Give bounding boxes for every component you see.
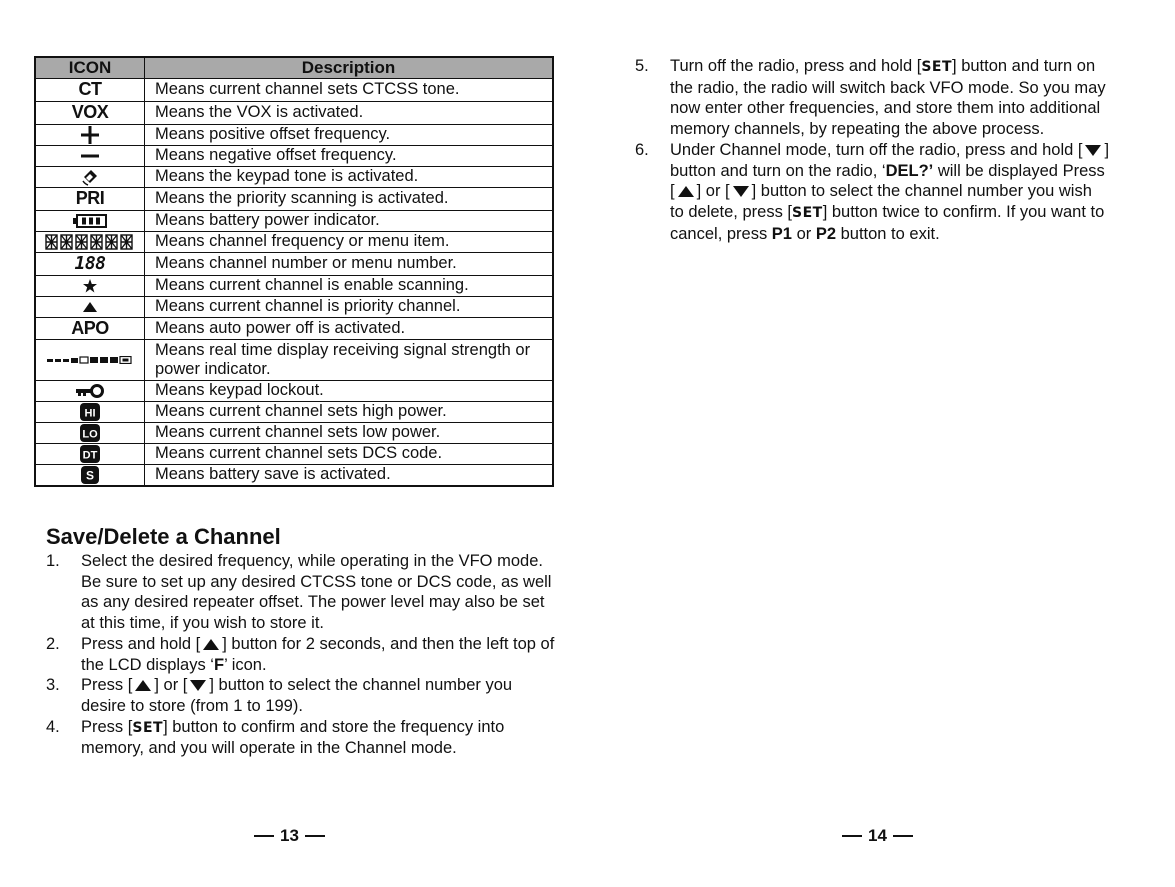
table-row — [35, 317, 553, 340]
list-item: 4. Press [SET] button to confirm and store the frequency into memory, and you will operate in the Channel mode. — [46, 717, 505, 758]
row-description: Means the priority scanning is activated. — [145, 187, 554, 210]
segment-display-icon — [35, 231, 145, 252]
table-header-row — [35, 57, 553, 79]
down-arrow-icon — [190, 680, 206, 691]
row-description: Means current channel sets low power. — [145, 423, 554, 444]
plus-icon — [35, 124, 145, 145]
low-power-icon — [35, 423, 145, 444]
svg-text:LO: LO — [82, 428, 98, 441]
table-row — [35, 465, 553, 487]
table-row — [35, 381, 553, 402]
row-description: Means battery save is activated. — [145, 465, 554, 487]
description-column-header: Description — [145, 57, 554, 79]
table-row — [35, 145, 553, 166]
table-row — [35, 423, 553, 444]
list-item: 3. Press [ ] or [ ] button to select the channel number you desire to store (from 1 to 199). — [46, 676, 513, 715]
row-description: Means keypad lockout. — [145, 381, 554, 402]
set-key-label: SET — [792, 204, 823, 221]
row-description: Means auto power off is activated. — [145, 317, 554, 340]
battery-icon — [35, 210, 145, 231]
list-item: 2. Press and hold [ ] button for 2 seconds, and then the left top of the LCD displays ‘F’ icon. — [46, 634, 555, 674]
minus-icon — [35, 145, 145, 166]
up-arrow-icon — [203, 639, 219, 650]
dcs-icon — [35, 444, 145, 465]
section-title: Save/Delete a Channel — [46, 524, 281, 549]
channel-number-icon: 188 — [35, 252, 145, 275]
table-row — [35, 79, 553, 102]
row-description: Means battery power indicator. — [145, 210, 554, 231]
table-row — [35, 166, 553, 187]
battery-save-icon — [35, 465, 145, 487]
row-description: Means current channel sets high power. — [145, 402, 554, 423]
right-page — [590, 0, 1175, 887]
row-description: Means channel frequency or menu item. — [145, 231, 554, 252]
keypad-tone-icon — [35, 166, 145, 187]
svg-text:HI: HI — [84, 407, 96, 420]
row-description: Means positive offset frequency. — [145, 124, 554, 145]
ct-icon: CT — [35, 79, 145, 102]
icon-table — [34, 56, 554, 487]
table-row — [35, 296, 553, 317]
key-lock-icon — [35, 381, 145, 402]
list-item: 5. Turn off the radio, press and hold [SET] button and turn on the radio, the radio will switch back VFO mode. So you may now enter other frequencies, and store them into additional memory channels, by repeating the above process. — [635, 57, 1106, 139]
page-number-left: 13 — [254, 826, 325, 846]
table-row — [35, 210, 553, 231]
down-arrow-icon — [733, 186, 749, 197]
table-row — [35, 340, 553, 381]
up-arrow-icon — [135, 680, 151, 691]
table-row — [35, 402, 553, 423]
svg-text:S: S — [85, 468, 95, 483]
signal-strength-icon — [35, 340, 145, 381]
up-arrow-icon — [678, 186, 694, 197]
row-description: Means channel number or menu number. — [145, 252, 554, 275]
apo-icon: APO — [35, 317, 145, 340]
down-arrow-icon — [1085, 145, 1101, 156]
row-description: Means real time display receiving signal strength or power indicator. — [145, 340, 554, 381]
row-description: Means the VOX is activated. — [145, 102, 554, 125]
svg-text:DT: DT — [82, 449, 98, 462]
table-row — [35, 252, 553, 275]
row-description: Means current channel sets CTCSS tone. — [145, 79, 554, 102]
page-number-right: 14 — [842, 826, 913, 846]
vox-icon: VOX — [35, 102, 145, 125]
triangle-up-icon — [35, 296, 145, 317]
table-row — [35, 275, 553, 296]
row-description: Means current channel is enable scanning. — [145, 275, 554, 296]
list-item: 1. Select the desired frequency, while operating in the VFO mode. Be sure to set up any desired CTCSS tone or DCS code, as well as any desired repeater offset. The power level may also be set at this time, if you wish to store it. — [46, 552, 552, 633]
table-row — [35, 124, 553, 145]
list-item: 6. Under Channel mode, turn off the radio, press and hold [ ] button and turn on the radio, ‘DEL?’ will be displayed Press [ ] or [ ] button to select the channel number you wish to delete, press [SET] button twice to confirm. If you want to cancel, press P1 or P2 button to exit. — [635, 140, 1110, 243]
steps-list-right — [635, 56, 1110, 244]
high-power-icon — [35, 402, 145, 423]
steps-list-left — [46, 551, 556, 759]
table-row — [35, 187, 553, 210]
set-key-label: SET — [132, 719, 164, 736]
table-row — [35, 444, 553, 465]
row-description: Means current channel is priority channel. — [145, 296, 554, 317]
row-description: Means current channel sets DCS code. — [145, 444, 554, 465]
row-description: Means the keypad tone is activated. — [145, 166, 554, 187]
row-description: Means negative offset frequency. — [145, 145, 554, 166]
table-row — [35, 231, 553, 252]
set-key-label: SET — [921, 59, 953, 75]
pri-icon: PRI — [35, 187, 145, 210]
star-icon — [35, 275, 145, 296]
icon-column-header: ICON — [35, 57, 145, 79]
table-row — [35, 102, 553, 125]
